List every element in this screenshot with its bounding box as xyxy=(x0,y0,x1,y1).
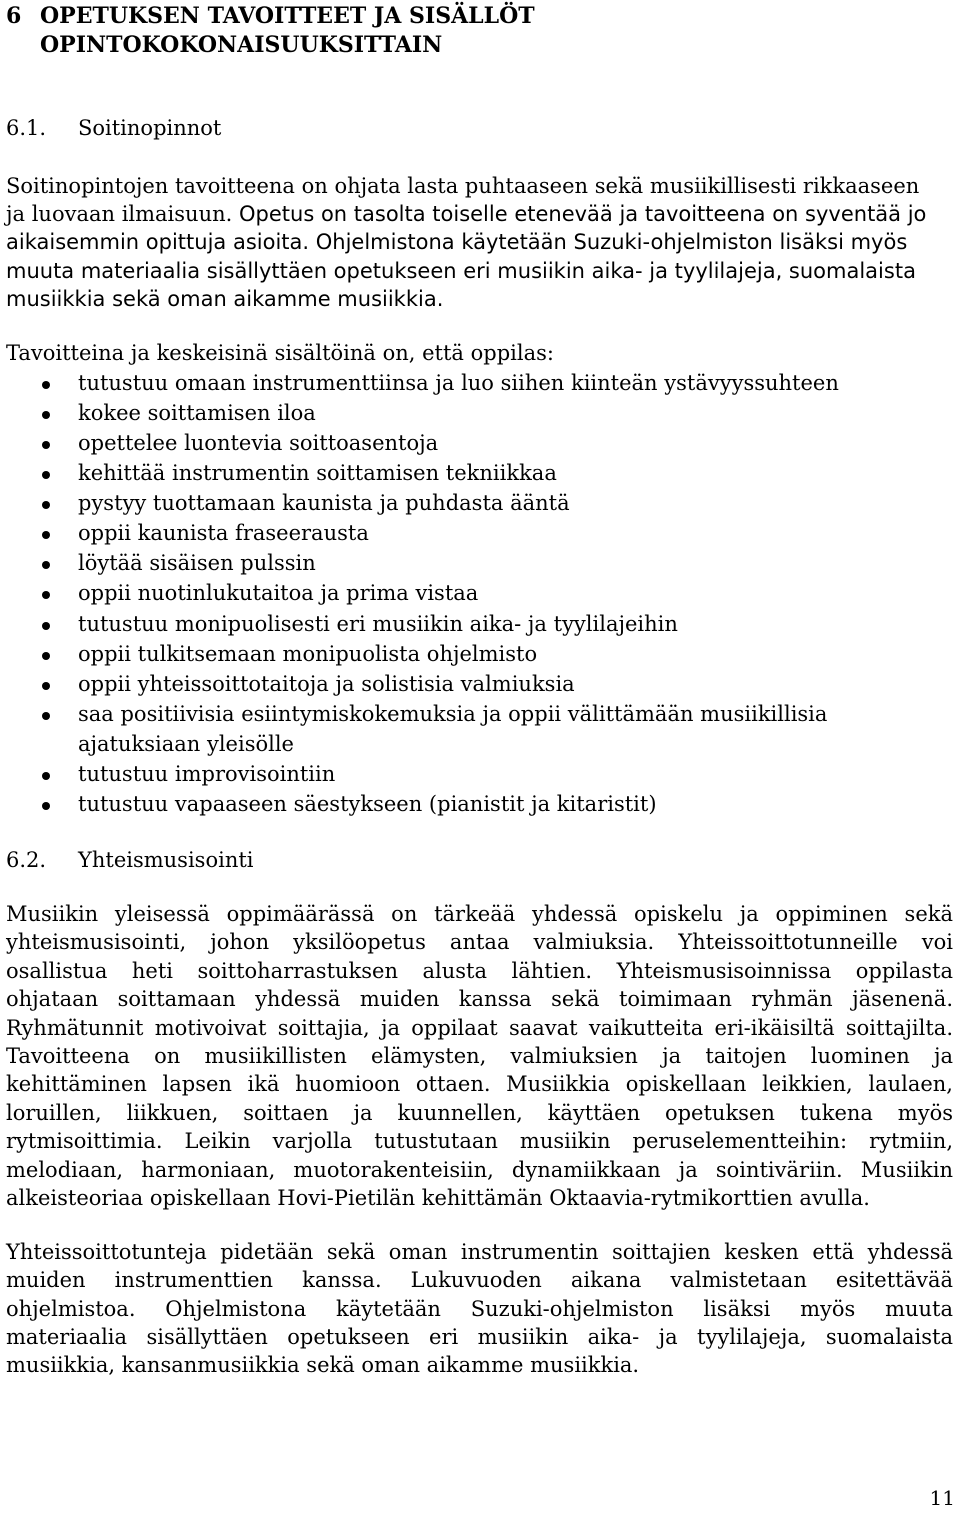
paragraph-line xyxy=(6,200,953,228)
list-item xyxy=(6,669,953,699)
paragraph-line: Tavoitteina ja keskeisinä sisältöinä on, että oppilas: xyxy=(6,341,554,365)
bullet-icon xyxy=(42,682,50,690)
section-heading xyxy=(6,114,953,142)
list-item xyxy=(6,368,953,398)
list-item xyxy=(6,759,953,789)
paragraph-line: Ryhmätunnit motivoivat soittajia, ja oppilaat saavat vaikutteita eri-ikäisiltä soittajilta. xyxy=(6,1015,953,1040)
list-item xyxy=(6,458,953,488)
paragraph-line: musiikkia, kansanmusiikkia sekä oman aikamme musiikkia. xyxy=(6,1353,640,1377)
paragraph-line: Musiikin yleisessä oppimäärässä on tärkeää yhdessä opiskelu ja oppiminen sekä xyxy=(6,902,953,926)
section-number: 6.1. xyxy=(6,116,47,140)
chapter-heading xyxy=(6,2,953,60)
section-title: Yhteismusisointi xyxy=(78,848,254,872)
section-number: 6.2. xyxy=(6,848,47,872)
list-item-text: oppii kaunista fraseerausta xyxy=(78,521,369,546)
paragraph-line: rytmisoittimia. Leikin varjolla tutustutaan musiikin peruselementteihin: rytmiin, xyxy=(6,1129,953,1154)
section-heading xyxy=(6,846,953,874)
paragraph-line: Yhteissoittotunteja pidetään sekä oman instrumentin soittajien kesken että yhdessä xyxy=(6,1240,953,1264)
bullet-icon xyxy=(42,411,50,419)
bullet-icon xyxy=(42,561,50,569)
paragraph-line: Tavoitteena on musiikillisten elämysten, valmiuksien ja taitojen luominen ja xyxy=(6,1044,953,1069)
list-item xyxy=(6,518,953,548)
list-item-text xyxy=(78,699,953,759)
paragraph-line: kehittäminen lapsen ikä huomioon ottaen. Musiikkia opiskellaan leikkien, laulaen, xyxy=(6,1072,953,1097)
paragraph-line: loruillen, liikkuen, soittaen ja kuunnellen, käyttäen opetuksen tukena myös xyxy=(6,1100,953,1125)
page-number: 11 xyxy=(929,1486,955,1510)
list-item-text: kokee soittamisen iloa xyxy=(78,401,316,426)
list-item xyxy=(6,699,953,759)
chapter-title xyxy=(40,2,953,60)
bullet-icon xyxy=(42,772,50,780)
paragraph-line: ohjataan soittamaan yhdessä muiden kanssa sekä toimimaan ryhmän jäsenenä. xyxy=(6,987,953,1012)
list-item-text: pystyy tuottamaan kaunista ja puhdasta ääntä xyxy=(78,491,570,516)
section-title: Soitinopinnot xyxy=(78,116,222,140)
paragraph xyxy=(6,172,953,313)
paragraph-line: osallistua heti soittoharrastuksen alusta lähtien. Yhteismusisoinnissa oppilasta xyxy=(6,958,953,983)
paragraph-line: melodiaan, harmoniaan, muotorakenteisiin, dynamiikkaan ja sointiväriin. Musiikin xyxy=(6,1157,953,1182)
paragraph xyxy=(6,1238,953,1379)
text-run: Opetus on tasolta toiselle etenevää ja tavoitteena on syventää jo xyxy=(239,202,927,227)
list-item-text: tutustuu vapaaseen säestykseen (pianistit ja kitaristit) xyxy=(78,791,657,816)
paragraph-line: muiden instrumenttien kanssa. Lukuvuoden aikana valmistetaan esitettävää xyxy=(6,1268,953,1293)
bullet-icon xyxy=(42,622,50,630)
list-item xyxy=(6,488,953,518)
paragraph-line: materiaalia sisällyttäen opetukseen eri musiikin aika- ja tyylilajeja, suomalaista xyxy=(6,1324,953,1349)
paragraph-line: muuta materiaalia sisällyttäen opetukseen eri musiikin aika- ja tyylilajeja, suomalaista xyxy=(6,258,916,283)
list-item xyxy=(6,428,953,458)
list-item xyxy=(6,548,953,578)
bullet-icon xyxy=(42,802,50,810)
paragraph-line: ohjelmistoa. Ohjelmistona käytetään Suzuki-ohjelmiston lisäksi myös muuta xyxy=(6,1296,953,1321)
list-item xyxy=(6,398,953,428)
list-item-text: opettelee luontevia soittoasentoja xyxy=(78,431,439,456)
paragraph-line: aikaisemmin opittuja asioita. Ohjelmistona käytetään Suzuki-ohjelmiston lisäksi myös xyxy=(6,230,908,255)
bullet-icon xyxy=(42,441,50,449)
list-item-text: löytää sisäisen pulssin xyxy=(78,551,316,576)
paragraph-line: alkeisteoriaa opiskellaan Hovi-Pietilän kehittämän Oktaavia-rytmikorttien avulla. xyxy=(6,1186,870,1211)
goals-intro xyxy=(6,339,953,367)
paragraph-line: Soitinopintojen tavoitteena on ohjata lasta puhtaaseen sekä musiikillisesti rikkaaseen xyxy=(6,174,920,198)
list-item xyxy=(6,639,953,669)
paragraph-line: musiikkia sekä oman aikamme musiikkia. xyxy=(6,286,444,311)
bullet-icon xyxy=(42,652,50,660)
list-item-line: ajatuksiaan yleisölle xyxy=(78,731,294,756)
list-item-text: tutustuu omaan instrumenttiinsa ja luo siihen kiinteän ystävyyssuhteen xyxy=(78,371,839,395)
list-item xyxy=(6,789,953,819)
list-item-text: oppii tulkitsemaan monipuolista ohjelmisto xyxy=(78,641,538,666)
list-item-text: oppii yhteissoittotaitoja ja solistisia valmiuksia xyxy=(78,671,575,696)
list-item-text: tutustuu monipuolisesti eri musiikin aika- ja tyylilajeihin xyxy=(78,611,678,636)
bullet-icon xyxy=(42,712,50,720)
bullet-icon xyxy=(42,381,50,389)
list-item-text: kehittää instrumentin soittamisen tekniikkaa xyxy=(78,461,557,486)
bullet-icon xyxy=(42,501,50,509)
text-run: ja luovaan ilmaisuun. xyxy=(6,202,233,227)
list-item-text: tutustuu improvisointiin xyxy=(78,761,336,786)
list-item-line: saa positiivisia esiintymiskokemuksia ja oppii välittämään musiikillisia xyxy=(78,701,828,726)
goals-list xyxy=(6,368,953,819)
chapter-title-line: OPETUKSEN TAVOITTEET JA SISÄLLÖT xyxy=(40,3,535,29)
bullet-icon xyxy=(42,531,50,539)
chapter-number: 6 xyxy=(6,3,22,29)
list-item-text: oppii nuotinlukutaitoa ja prima vistaa xyxy=(78,581,479,606)
paragraph-line: yhteismusisointi, johon yksilöopetus antaa valmiuksia. Yhteissoittotunneille voi xyxy=(6,930,953,955)
bullet-icon xyxy=(42,591,50,599)
list-item xyxy=(6,609,953,639)
chapter-title-line: OPINTOKOKONAISUUKSITTAIN xyxy=(40,32,443,58)
list-item xyxy=(6,578,953,608)
paragraph xyxy=(6,900,953,1212)
bullet-icon xyxy=(42,471,50,479)
